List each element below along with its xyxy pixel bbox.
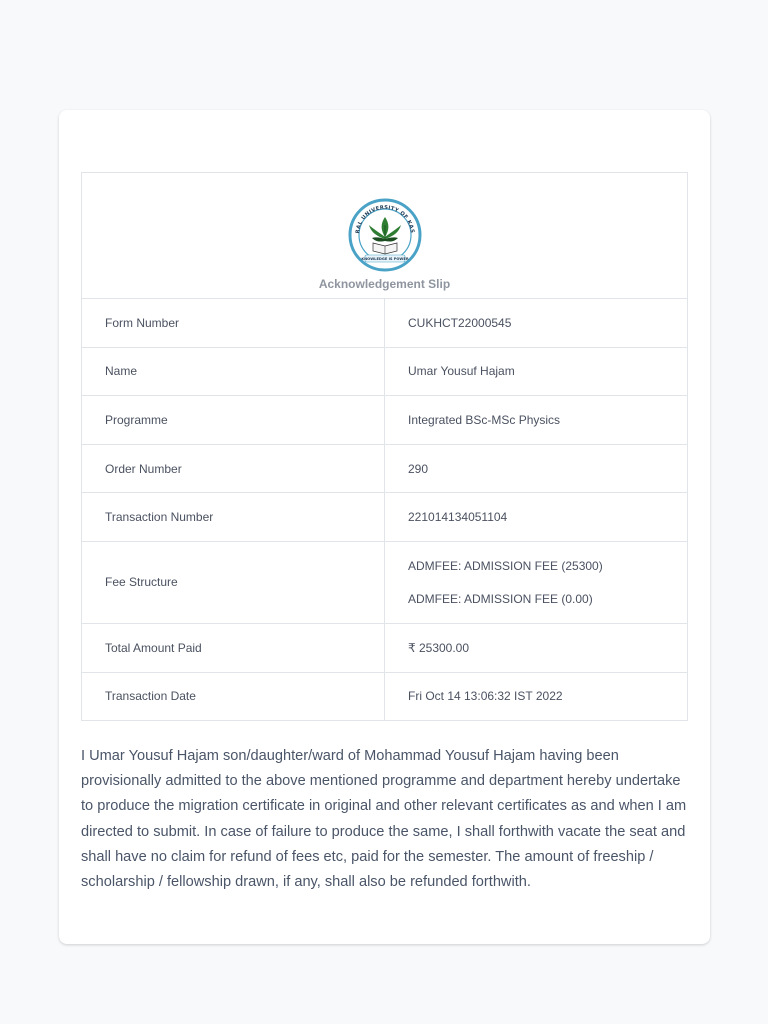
table-row — [82, 444, 688, 493]
seal-motto: KNOWLEDGE IS POWER — [360, 256, 409, 261]
header-cell — [82, 173, 688, 299]
programme-value: Integrated BSc-MSc Physics — [385, 396, 688, 445]
fee-line: ADMFEE: ADMISSION FEE (0.00) — [408, 591, 593, 606]
total-amount-label: Total Amount Paid — [82, 623, 385, 672]
fee-structure-value — [385, 541, 688, 623]
form-number-value: CUKHCT22000545 — [385, 299, 688, 348]
declaration-text: I Umar Yousuf Hajam son/daughter/ward of Mohammad Yousuf Hajam having been provisionally admitted to the above mentioned programme and department hereby undertake to produce the migration certificate in original and other relevant certificates as and when I am directed to submit. In case of failure to produce the same, I shall forthwith vacate the seat and shall have no claim for refund of fees etc, paid for the semester. The amount of freeship / scholarship / fellowship drawn, if any, shall also be refunded forthwith. — [81, 748, 687, 891]
order-number-label: Order Number — [82, 444, 385, 493]
table-row — [82, 672, 688, 721]
transaction-date-value: Fri Oct 14 13:06:32 IST 2022 — [385, 672, 688, 721]
transaction-number-value: 221014134051104 — [385, 493, 688, 542]
transaction-date-label: Transaction Date — [82, 672, 385, 721]
programme-label: Programme — [82, 396, 385, 445]
acknowledgement-table — [81, 172, 688, 721]
seal-text-top: RAL UNIVERSITY OF KAS — [354, 204, 415, 234]
name-value: Umar Yousuf Hajam — [385, 347, 688, 396]
table-row — [82, 623, 688, 672]
acknowledgement-card — [59, 110, 710, 944]
total-amount-value: ₹ 25300.00 — [385, 623, 688, 672]
fee-line: ADMFEE: ADMISSION FEE (25300) — [408, 558, 603, 573]
slip-title: Acknowledgement Slip — [318, 276, 451, 291]
table-row — [82, 396, 688, 445]
order-number-value: 290 — [385, 444, 688, 493]
table-row — [82, 541, 688, 623]
fee-structure-label: Fee Structure — [82, 541, 385, 623]
form-number-label: Form Number — [82, 299, 385, 348]
header-row — [82, 173, 688, 299]
university-seal-icon — [345, 195, 425, 275]
name-label: Name — [82, 347, 385, 396]
transaction-number-label: Transaction Number — [82, 493, 385, 542]
table-row — [82, 493, 688, 542]
table-row — [82, 347, 688, 396]
table-row — [82, 299, 688, 348]
